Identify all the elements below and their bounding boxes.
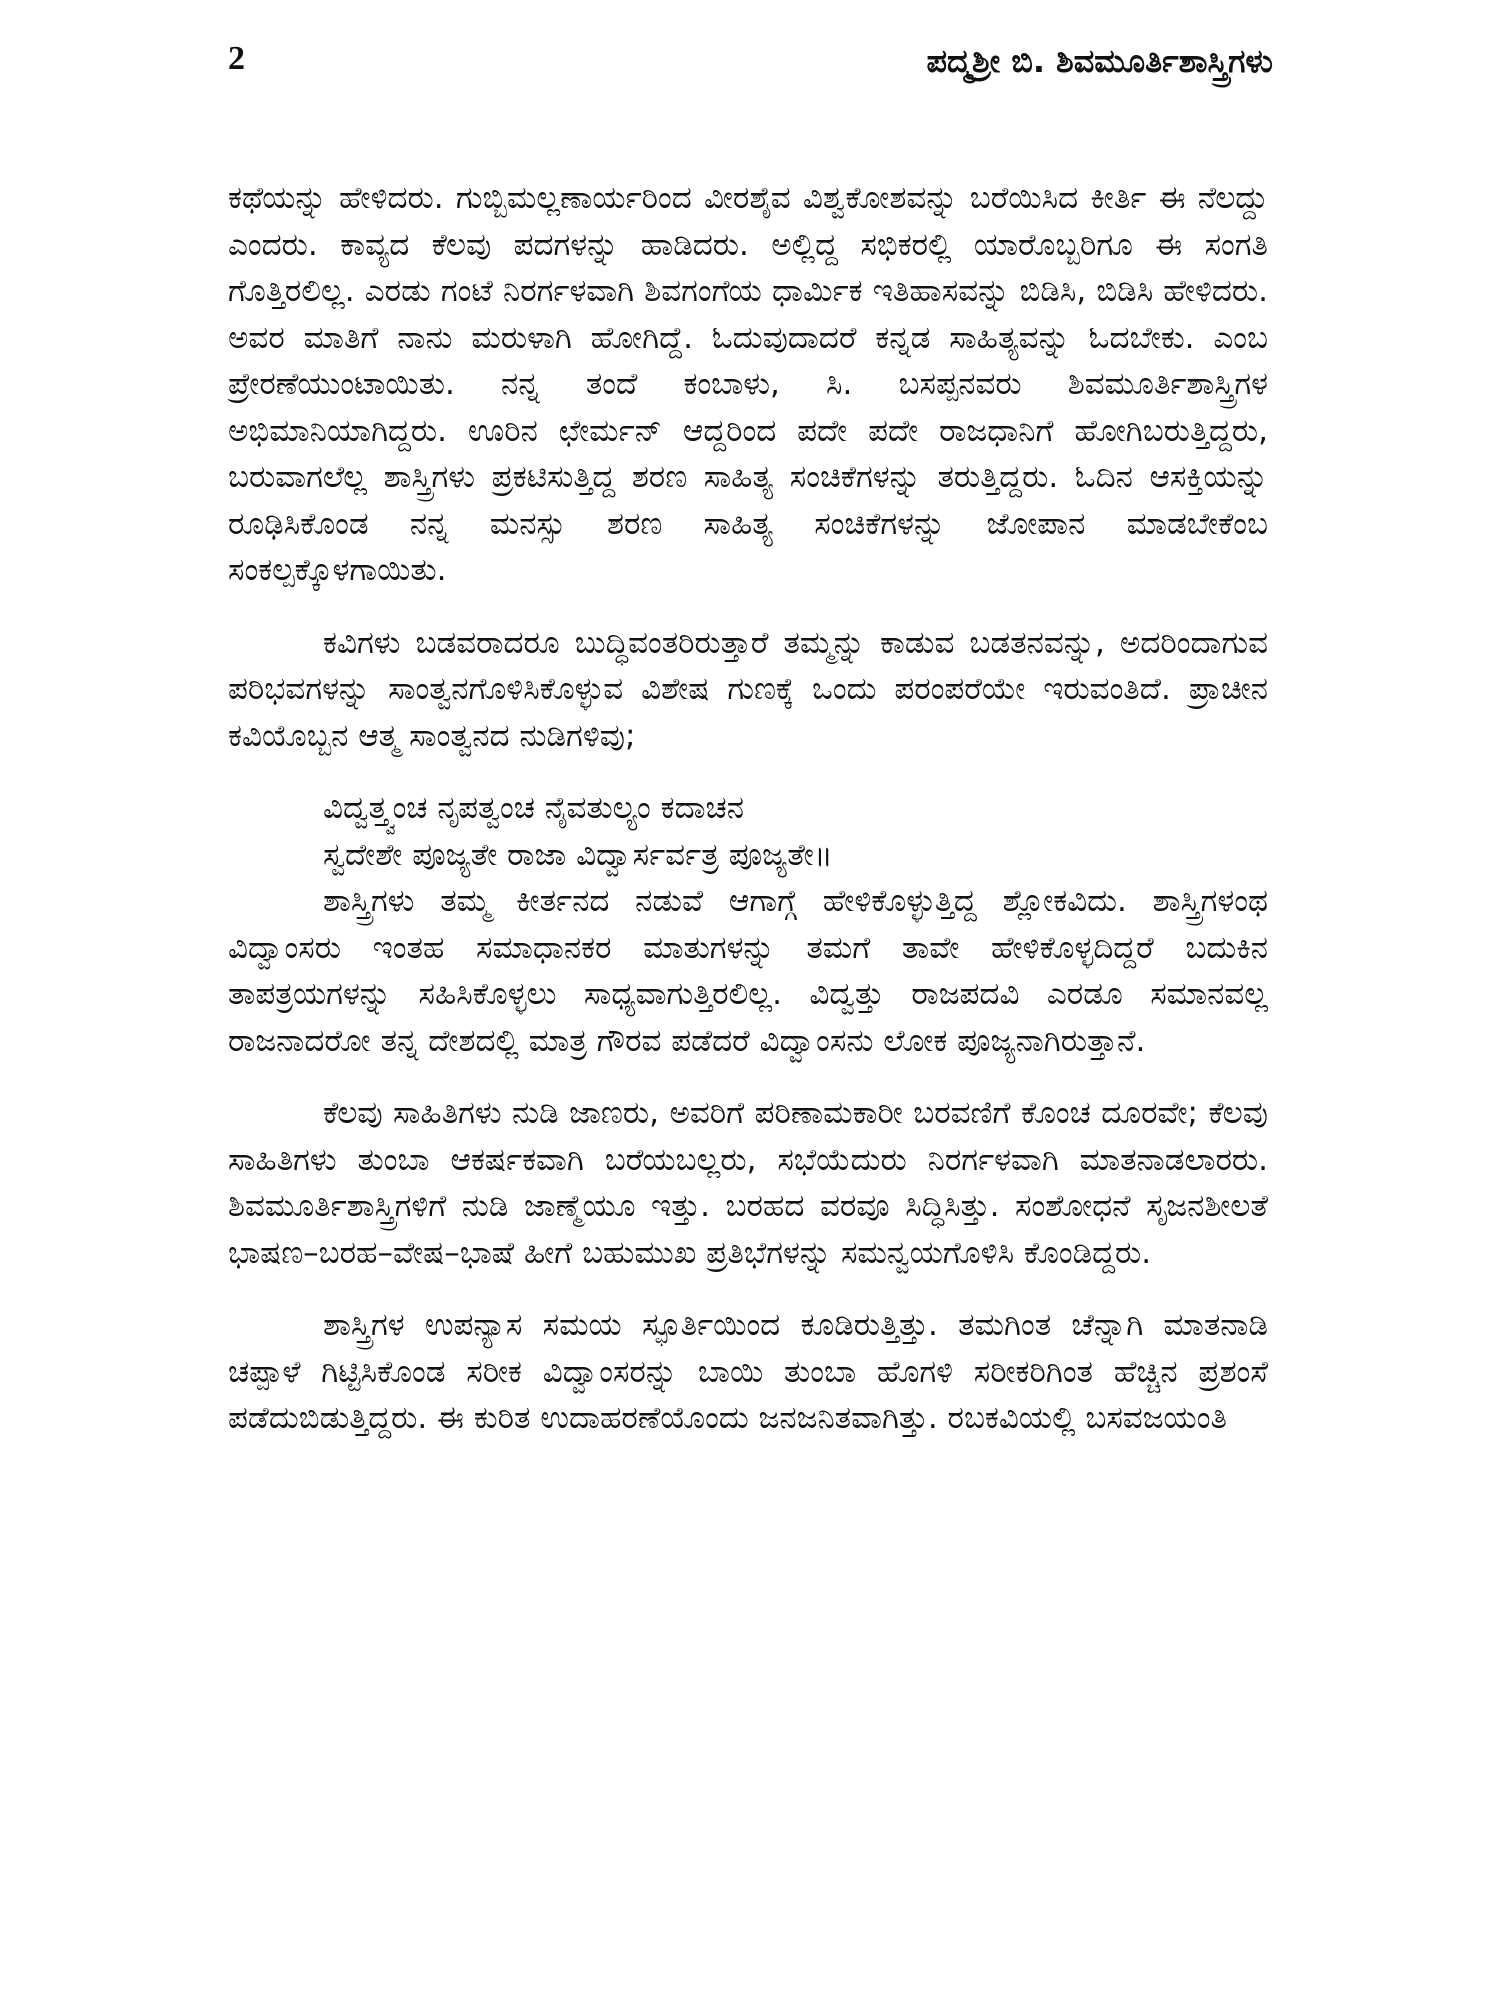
paragraph-1: ಕಥೆಯನ್ನು ಹೇಳಿದರು. ಗುಬ್ಬಿಮಲ್ಲಣಾರ್ಯರಿಂದ ವೀರಶೈವ ವಿಶ್ವಕೋಶವನ್ನು ಬರೆಯಿಸಿದ ಕೀರ್ತಿ ಈ ನೆಲದ್ದು ಎಂದರು. ಕಾವ್ಯದ ಕೆಲವು ಪದಗಳನ್ನು ಹಾಡಿದರು. ಅಲ್ಲಿದ್ದ ಸಭಿಕರಲ್ಲಿ ಯಾರೊಬ್ಬರಿಗೂ ಈ ಸಂಗತಿ ಗೊತ್ತಿರಲಿಲ್ಲ. ಎರಡು ಗಂಟೆ ನಿರರ್ಗಳವಾಗಿ ಶಿವಗಂಗೆಯ ಧಾರ್ಮಿಕ ಇತಿಹಾಸವನ್ನು ಬಿಡಿಸಿ, ಬಿಡಿಸಿ ಹೇಳಿದರು. ಅವರ ಮಾತಿಗೆ ನಾನು ಮರುಳಾಗಿ ಹೋಗಿದ್ದೆ. ಓದುವುದಾದರೆ ಕನ್ನಡ ಸಾಹಿತ್ಯವನ್ನು ಓದಬೇಕು. ಎಂಬ ಪ್ರೇರಣೆಯುಂಟಾಯಿತು. ನನ್ನ ತಂದೆ ಕಂಬಾಳು, ಸಿ. ಬಸಪ್ಪನವರು ಶಿವಮೂರ್ತಿಶಾಸ್ತ್ರಿಗಳ ಅಭಿಮಾನಿಯಾಗಿದ್ದರು. ಊರಿನ ಛೇರ್ಮನ್ ಆದ್ದರಿಂದ ಪದೇ ಪದೇ ರಾಜಧಾನಿಗೆ ಹೋಗಿಬರುತ್ತಿದ್ದರು, ಬರುವಾಗಲೆಲ್ಲ ಶಾಸ್ತ್ರಿಗಳು ಪ್ರಕಟಿಸುತ್ತಿದ್ದ ಶರಣ ಸಾಹಿತ್ಯ ಸಂಚಿಕೆಗಳನ್ನು ತರುತ್ತಿದ್ದರು. ಓದಿನ ಆಸಕ್ತಿಯನ್ನು ರೂಢಿಸಿಕೊಂಡ ನನ್ನ ಮನಸ್ಸು ಶರಣ ಸಾಹಿತ್ಯ ಸಂಚಿಕೆಗಳನ್ನು ಜೋಪಾನ ಮಾಡಬೇಕೆಂಬ ಸಂಕಲ್ಪಕ್ಕೊಳಗಾಯಿತು. — [228, 180, 1268, 588]
paragraph-3: ಶಾಸ್ತ್ರಿಗಳು ತಮ್ಮ ಕೀರ್ತನದ ನಡುವೆ ಆಗಾಗ್ಗೆ ಹೇಳಿಕೊಳ್ಳುತ್ತಿದ್ದ ಶ್ಲೋಕವಿದು. ಶಾಸ್ತ್ರಿಗಳಂಥ ವಿದ್ವಾಂಸರು ಇಂತಹ ಸಮಾಧಾನಕರ ಮಾತುಗಳನ್ನು ತಮಗೆ ತಾವೇ ಹೇಳಿಕೊಳ್ಳದಿದ್ದರೆ ಬದುಕಿನ ತಾಪತ್ರಯಗಳನ್ನು ಸಹಿಸಿಕೊಳ್ಳಲು ಸಾಧ್ಯವಾಗುತ್ತಿರಲಿಲ್ಲ. ವಿದ್ವತ್ತು ರಾಜಪದವಿ ಎರಡೂ ಸಮಾನವಲ್ಲ ರಾಜನಾದರೋ ತನ್ನ ದೇಶದಲ್ಲಿ ಮಾತ್ರ ಗೌರವ ಪಡೆದರೆ ವಿದ್ವಾಂಸನು ಲೋಕ ಪೂಜ್ಯನಾಗಿರುತ್ತಾನೆ. — [228, 883, 1268, 1059]
paragraph-2: ಕವಿಗಳು ಬಡವರಾದರೂ ಬುದ್ಧಿವಂತರಿರುತ್ತಾರೆ ತಮ್ಮನ್ನು ಕಾಡುವ ಬಡತನವನ್ನು, ಅದರಿಂದಾಗುವ ಪರಿಭವಗಳನ್ನು ಸಾಂತ್ವನಗೊಳಿಸಿಕೊಳ್ಳುವ ವಿಶೇಷ ಗುಣಕ್ಕೆ ಒಂದು ಪರಂಪರೆಯೇ ಇರುವಂತಿದೆ. ಪ್ರಾಚೀನ ಕವಿಯೊಬ್ಬನ ಆತ್ಮ ಸಾಂತ್ವನದ ನುಡಿಗಳಿವು; — [228, 624, 1268, 754]
paragraph-4: ಕೆಲವು ಸಾಹಿತಿಗಳು ನುಡಿ ಜಾಣರು, ಅವರಿಗೆ ಪರಿಣಾಮಕಾರೀ ಬರವಣಿಗೆ ಕೊಂಚ ದೂರವೇ; ಕೆಲವು ಸಾಹಿತಿಗಳು ತುಂಬಾ ಆಕರ್ಷಕವಾಗಿ ಬರೆಯಬಲ್ಲರು, ಸಭೆಯೆದುರು ನಿರರ್ಗಳವಾಗಿ ಮಾತನಾಡಲಾರರು. ಶಿವಮೂರ್ತಿಶಾಸ್ತ್ರಿಗಳಿಗೆ ನುಡಿ ಜಾಣ್ಮೆಯೂ ಇತ್ತು. ಬರಹದ ವರವೂ ಸಿದ್ಧಿಸಿತ್ತು. ಸಂಶೋಧನೆ ಸೃಜನಶೀಲತೆ ಭಾಷಣ–ಬರಹ–ವೇಷ–ಭಾಷೆ ಹೀಗೆ ಬಹುಮುಖ ಪ್ರತಿಭೆಗಳನ್ನು ಸಮನ್ವಯಗೊಳಿಸಿ ಕೊಂಡಿದ್ದರು. — [228, 1095, 1268, 1271]
running-title: ಪದ್ಮಶ್ರೀ ಬಿ. ಶಿವಮೂರ್ತಿಶಾಸ್ತ್ರಿಗಳು — [926, 42, 1273, 80]
page-number: 2 — [228, 40, 245, 77]
page-header — [228, 40, 1273, 90]
body-text — [228, 175, 1268, 1468]
paragraph-5: ಶಾಸ್ತ್ರಿಗಳ ಉಪನ್ಯಾಸ ಸಮಯ ಸ್ಫೂರ್ತಿಯಿಂದ ಕೂಡಿರುತ್ತಿತ್ತು. ತಮಗಿಂತ ಚೆನ್ನಾಗಿ ಮಾತನಾಡಿ ಚಪ್ಪಾಳೆ ಗಿಟ್ಟಿಸಿಕೊಂಡ ಸರೀಕ ವಿದ್ವಾಂಸರನ್ನು ಬಾಯಿ ತುಂಬಾ ಹೊಗಳಿ ಸರೀಕರಿಗಿಂತ ಹೆಚ್ಚಿನ ಪ್ರಶಂಸೆ ಪಡೆದುಬಿಡುತ್ತಿದ್ದರು. ಈ ಕುರಿತ ಉದಾಹರಣೆಯೊಂದು ಜನಜನಿತವಾಗಿತ್ತು. ರಬಕವಿಯಲ್ಲಿ ಬಸವಜಯಂತಿ — [228, 1307, 1268, 1436]
verse-block — [323, 785, 1268, 878]
verse-line-2: ಸ್ವದೇಶೇ ಪೂಜ್ಯತೇ ರಾಜಾ ವಿದ್ವಾರ್ಸರ್ವತ್ರ ಪೂಜ್ಯತೇ॥ — [323, 836, 833, 873]
verse-line-1: ವಿದ್ವತ್ತ್ವಂಚ ನೃಪತ್ವಂಚ ನೈವತುಲ್ಯಂ ಕದಾಚನ — [323, 790, 744, 826]
